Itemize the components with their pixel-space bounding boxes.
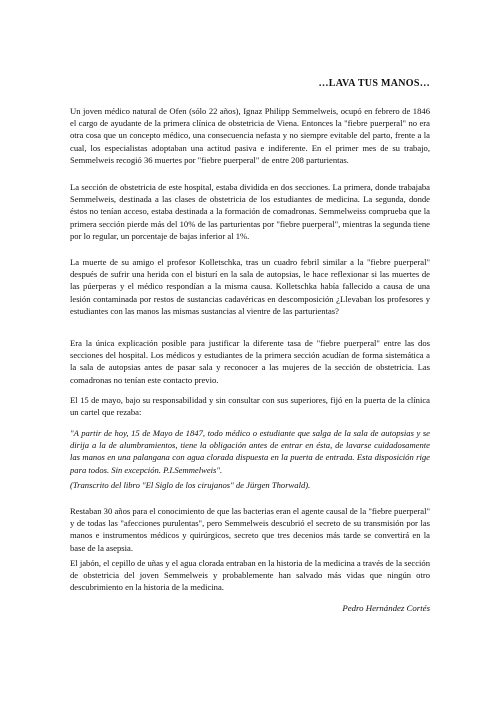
paragraph-5: El 15 de mayo, bajo su responsabilidad y sin consultar con sus superiores, fijó en la puerta de la clínica un cartel que rezaba: <box>70 395 430 418</box>
paragraph-3: La muerte de su amigo el profesor Kolletschka, tras un cuadro febril similar a la "fiebre puerperal" después de sufrir una herida con el bisturí en la sala de autopsias, le hace reflexionar si las muertes de las púerperas y el médico respondían a la misma causa. Kolletschka había fallecido a causa de una lesión contaminada por restos de sustancias cadavéricas en descomposición ¿Llevaban los profesores y estudiantes con las manos las mismas sustancias al vientre de las parturientas? <box>70 257 430 316</box>
article-title: …LAVA TUS MANOS… <box>318 78 430 89</box>
paragraph-4: Era la única explicación posible para justificar la diferente tasa de "fiebre puerperal" entre las dos secciones del hospital. Los médicos y estudiantes de la primera sección acudían de forma sistemática a la sala de autopsias antes de pasar sala y reconocer a las mujeres de la sección de obstetricia. Las comadronas no tenían este contacto previo. <box>70 338 430 385</box>
author-signature: Pedro Hernández Cortés <box>342 603 430 613</box>
paragraph-9: El jabón, el cepillo de uñas y el agua clorada entraban en la historia de la medicina a través de la sección de obstetricia del joven Semmelweis y probablemente han salvado más vidas que ningún otro descubrimiento en la historia de la medicina. <box>70 558 430 593</box>
source-citation: (Transcrito del libro "El Siglo de los cirujanos" de Jürgen Thorwald). <box>70 480 311 490</box>
paragraph-2: La sección de obstetricia de este hospital, estaba dividida en dos secciones. La primera, donde trabajaba Semmelweis, destinada a las clases de obstetricia de los estudiantes de medicina. La segunda, donde éstos no tenían acceso, estaba destinada a la formación de comadronas. Semmelweiss comprueba que la primera sección pierde más del 10% de las parturientas por "fiebre puerperal", mientras la segunda tiene por lo regular, un porcentaje de bajas inferior al 1%. <box>70 182 430 241</box>
quoted-notice: "A partir de hoy, 15 de Mayo de 1847, todo médico o estudiante que salga de la sala de autopsias y se dirija a la de alumbramientos, tiene la obligación antes de entrar en ésta, de lavarse cuidadosamente las manos en una palangana con agua clorada dispuesta en la puerta de entrada. Esta disposición rige para todos. Sin excepción. P.I.Semmelweis". <box>70 428 430 475</box>
paragraph-8: Restaban 30 años para el conocimiento de que las bacterias eran el agente causal de la "fiebre puerperal" y de todas las "afecciones purulentas", pero Semmelweis descubrió el secreto de su transmisión por las manos e instrumentos médicos y quirúrgicos, secreto que tres decenios más tarde se convertirá en la base de la asepsia. <box>70 506 430 553</box>
paragraph-1: Un joven médico natural de Ofen (sólo 22 años), Ignaz Philipp Semmelweis, ocupó en febrero de 1846 el cargo de ayudante de la primera clínica de obstetricia de Viena. Entonces la "fiebre puerperal" no era otra cosa que un concepto médico, una consecuencia nefasta y no siempre evitable del parto, frente a la cual, los especialistas adoptaban una actitud pasiva e indiferente. En el primer mes de su trabajo, Semmelweis recogió 36 muertes por "fiebre puerperal" de entre 208 parturientas. <box>70 106 430 165</box>
